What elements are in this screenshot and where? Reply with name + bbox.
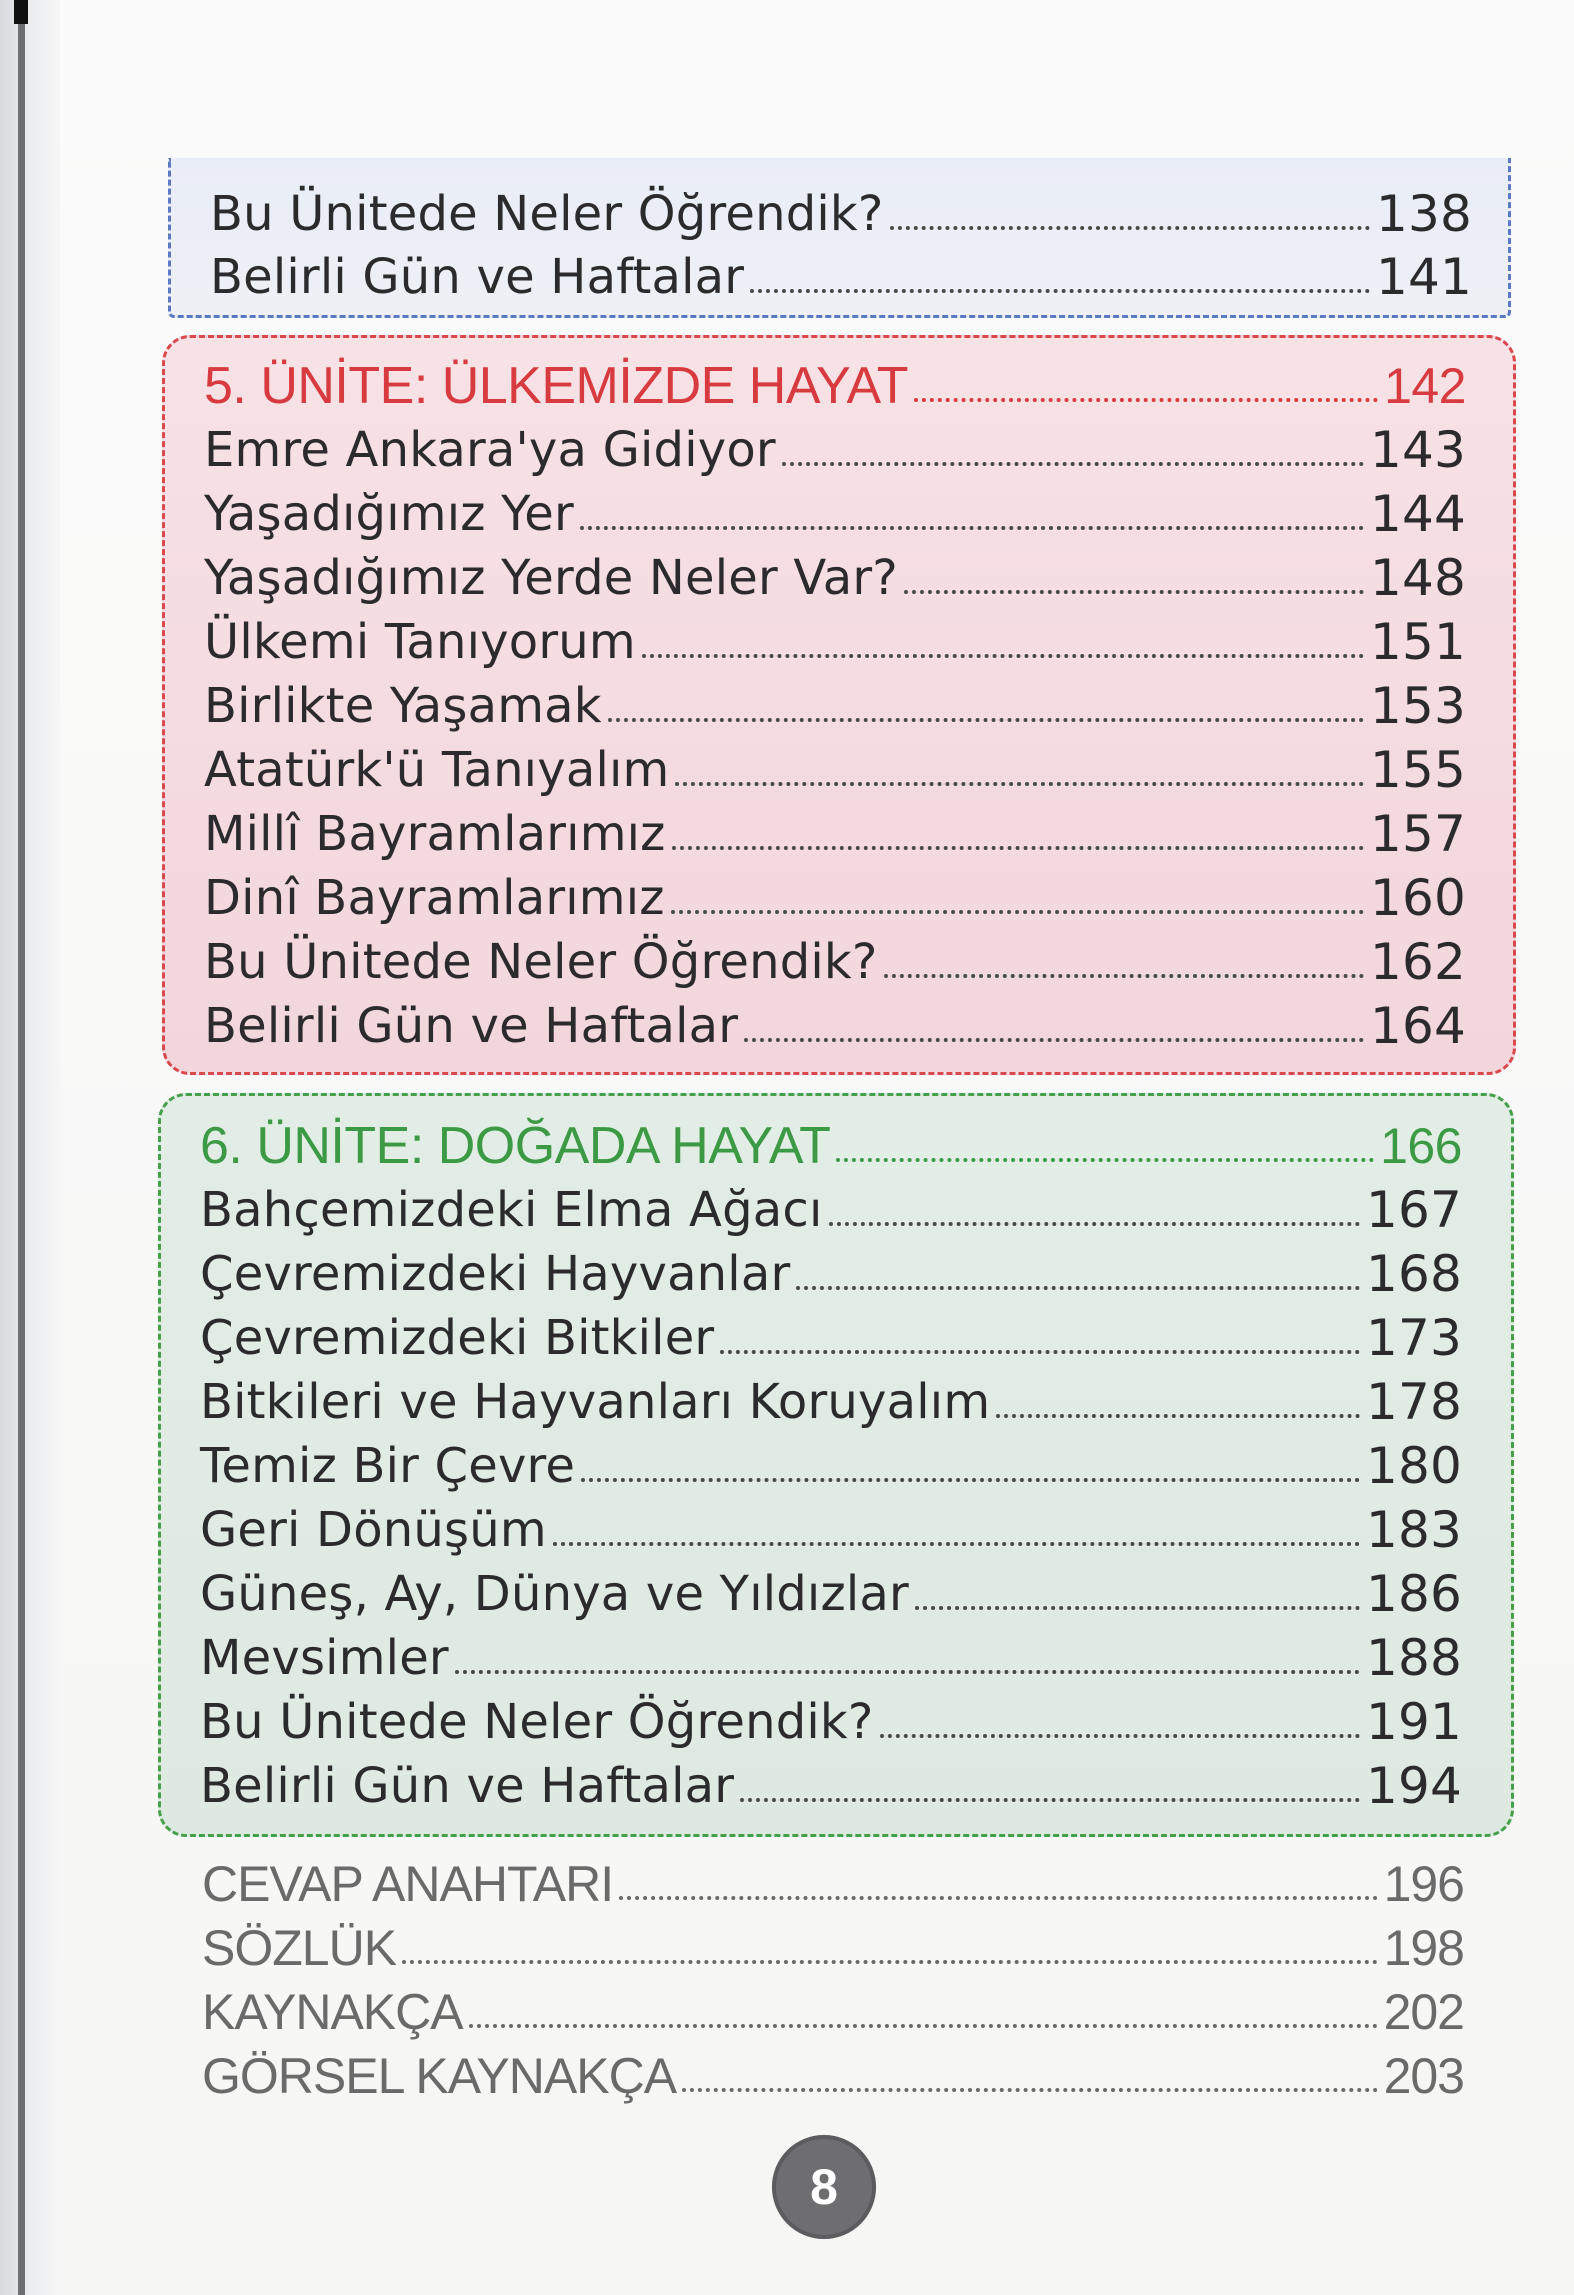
toc-entry-title: Çevremizdeki Hayvanlar (200, 1246, 791, 1302)
toc-entry (204, 864, 1466, 928)
toc-entry-page: 151 (1369, 613, 1466, 671)
toc-entry-title: Bahçemizdeki Elma Ağacı (200, 1182, 823, 1238)
toc-entry-page: 160 (1369, 869, 1466, 927)
toc-leader-dots (682, 2088, 1378, 2092)
appendix-entry (202, 2042, 1464, 2106)
toc-entry (200, 1752, 1462, 1816)
toc-entry-page: 186 (1365, 1565, 1462, 1623)
toc-entry-title: Yaşadığımız Yer (204, 486, 574, 542)
unit-heading-title: 5. ÜNİTE: ÜLKEMİZDE HAYAT (204, 357, 909, 415)
toc-entry (200, 1240, 1462, 1304)
toc-entry-page: 178 (1365, 1373, 1462, 1431)
toc-entry-page: 164 (1369, 997, 1466, 1055)
toc-leader-dots (455, 1670, 1360, 1674)
toc-leader-dots (914, 398, 1378, 402)
toc-entry (200, 1304, 1462, 1368)
toc-leader-dots (672, 846, 1364, 850)
toc-entry-page: 155 (1369, 741, 1466, 799)
toc-entry-page: 167 (1365, 1181, 1462, 1239)
toc-entry-page: 138 (1375, 185, 1472, 243)
toc-entry-title: Millî Bayramlarımız (204, 806, 666, 862)
toc-leader-dots (880, 1734, 1360, 1738)
toc-entry (204, 416, 1466, 480)
appendix-entry (202, 1978, 1464, 2042)
appendix-entry-page: 202 (1383, 1984, 1464, 2040)
toc-entry-title: Bitkileri ve Hayvanları Koruyalım (200, 1374, 991, 1430)
toc-entry (200, 1176, 1462, 1240)
toc-leader-dots (580, 526, 1364, 530)
spine-top-mark (14, 0, 28, 24)
toc-entry-title: Bu Ünitede Neler Öğrendik? (200, 1694, 874, 1750)
toc-leader-dots (671, 910, 1364, 914)
toc-leader-dots (829, 1222, 1360, 1226)
appendix-entry (202, 1914, 1464, 1978)
toc-entry-page: 148 (1369, 549, 1466, 607)
toc-entry (210, 243, 1472, 307)
toc-entry (204, 736, 1466, 800)
toc-entry (200, 1432, 1462, 1496)
toc-entry-title: Mevsimler (200, 1630, 449, 1686)
appendix-entry (202, 1850, 1464, 1914)
toc-entry (200, 1688, 1462, 1752)
toc-entry-page: 183 (1365, 1501, 1462, 1559)
toc-entry-title: Belirli Gün ve Haftalar (200, 1758, 735, 1814)
appendix-entry-title: KAYNAKÇA (202, 1984, 463, 2040)
toc-entry-page: 157 (1369, 805, 1466, 863)
toc-entry (204, 480, 1466, 544)
toc-leader-dots (720, 1350, 1360, 1354)
toc-entry-page: 153 (1369, 677, 1466, 735)
toc-entry (200, 1624, 1462, 1688)
spine-edge-line (18, 0, 25, 2295)
toc-entry-title: Temiz Bir Çevre (200, 1438, 576, 1494)
toc-entry-page: 168 (1365, 1245, 1462, 1303)
toc-leader-dots (904, 590, 1364, 594)
toc-entry-title: Emre Ankara'ya Gidiyor (204, 422, 776, 478)
toc-leader-dots (402, 1960, 1378, 1964)
toc-entry (204, 928, 1466, 992)
toc-entry-page: 194 (1365, 1757, 1462, 1815)
toc-leader-dots (619, 1896, 1377, 1900)
toc-entry-title: Dinî Bayramlarımız (204, 870, 665, 926)
toc-leader-dots (675, 782, 1363, 786)
toc-entry-page: 191 (1365, 1693, 1462, 1751)
toc-entry-title: Belirli Gün ve Haftalar (210, 249, 745, 305)
unit-heading-title: 6. ÜNİTE: DOĞADA HAYAT (200, 1117, 831, 1175)
appendix-entry-page: 196 (1383, 1856, 1464, 1912)
toc-leader-dots (581, 1478, 1360, 1482)
toc-entry (204, 672, 1466, 736)
toc-entry-title: Belirli Gün ve Haftalar (204, 998, 739, 1054)
toc-entry-title: Ülkemi Tanıyorum (204, 614, 636, 670)
toc-leader-dots (740, 1798, 1360, 1802)
appendix-entry-page: 198 (1383, 1920, 1464, 1976)
toc-entry-title: Çevremizdeki Bitkiler (200, 1310, 715, 1366)
toc-entry-title: Geri Dönüşüm (200, 1502, 547, 1558)
toc-entry-page: 143 (1369, 421, 1466, 479)
toc-entry-title: Atatürk'ü Tanıyalım (204, 742, 670, 798)
toc-leader-dots (642, 654, 1364, 658)
toc-entry-page: 173 (1365, 1309, 1462, 1367)
toc-leader-dots (469, 2024, 1378, 2028)
toc-leader-dots (744, 1038, 1364, 1042)
toc-leader-dots (608, 718, 1364, 722)
toc-leader-dots (996, 1414, 1360, 1418)
unit-heading-page: 142 (1384, 358, 1466, 414)
appendix-entry-title: CEVAP ANAHTARI (202, 1856, 614, 1912)
toc-entry-title: Güneş, Ay, Dünya ve Yıldızlar (200, 1566, 909, 1622)
unit-heading-page: 166 (1380, 1118, 1462, 1174)
toc-entry (200, 1560, 1462, 1624)
toc-leader-dots (796, 1286, 1360, 1290)
toc-entry (200, 1496, 1462, 1560)
book-spine (0, 0, 60, 2295)
toc-entry-title: Yaşadığımız Yerde Neler Var? (204, 550, 898, 606)
toc-entry-page: 144 (1369, 485, 1466, 543)
toc-entry-title: Bu Ünitede Neler Öğrendik? (210, 186, 884, 242)
unit5-heading (204, 352, 1466, 416)
toc-entry-title: Birlikte Yaşamak (204, 678, 602, 734)
toc-entry-page: 162 (1369, 933, 1466, 991)
toc-entry (204, 992, 1466, 1056)
unit6-heading (200, 1112, 1462, 1176)
toc-entry-page: 141 (1375, 248, 1472, 306)
toc-entry (204, 608, 1466, 672)
toc-entry-title: Bu Ünitede Neler Öğrendik? (204, 934, 878, 990)
toc-leader-dots (750, 289, 1370, 293)
toc-entry (204, 544, 1466, 608)
toc-leader-dots (884, 974, 1364, 978)
toc-leader-dots (915, 1606, 1360, 1610)
appendix-entry-title: GÖRSEL KAYNAKÇA (202, 2048, 677, 2104)
toc-entry (200, 1368, 1462, 1432)
appendix-entry-page: 203 (1383, 2048, 1464, 2104)
appendix-entry-title: SÖZLÜK (202, 1920, 397, 1976)
toc-leader-dots (782, 462, 1364, 466)
toc-entry-page: 188 (1365, 1629, 1462, 1687)
page-number-badge: 8 (772, 2135, 876, 2239)
toc-leader-dots (553, 1542, 1360, 1546)
toc-entry (210, 180, 1472, 244)
toc-entry-page: 180 (1365, 1437, 1462, 1495)
toc-entry (204, 800, 1466, 864)
toc-leader-dots (836, 1158, 1374, 1162)
toc-leader-dots (890, 226, 1370, 230)
